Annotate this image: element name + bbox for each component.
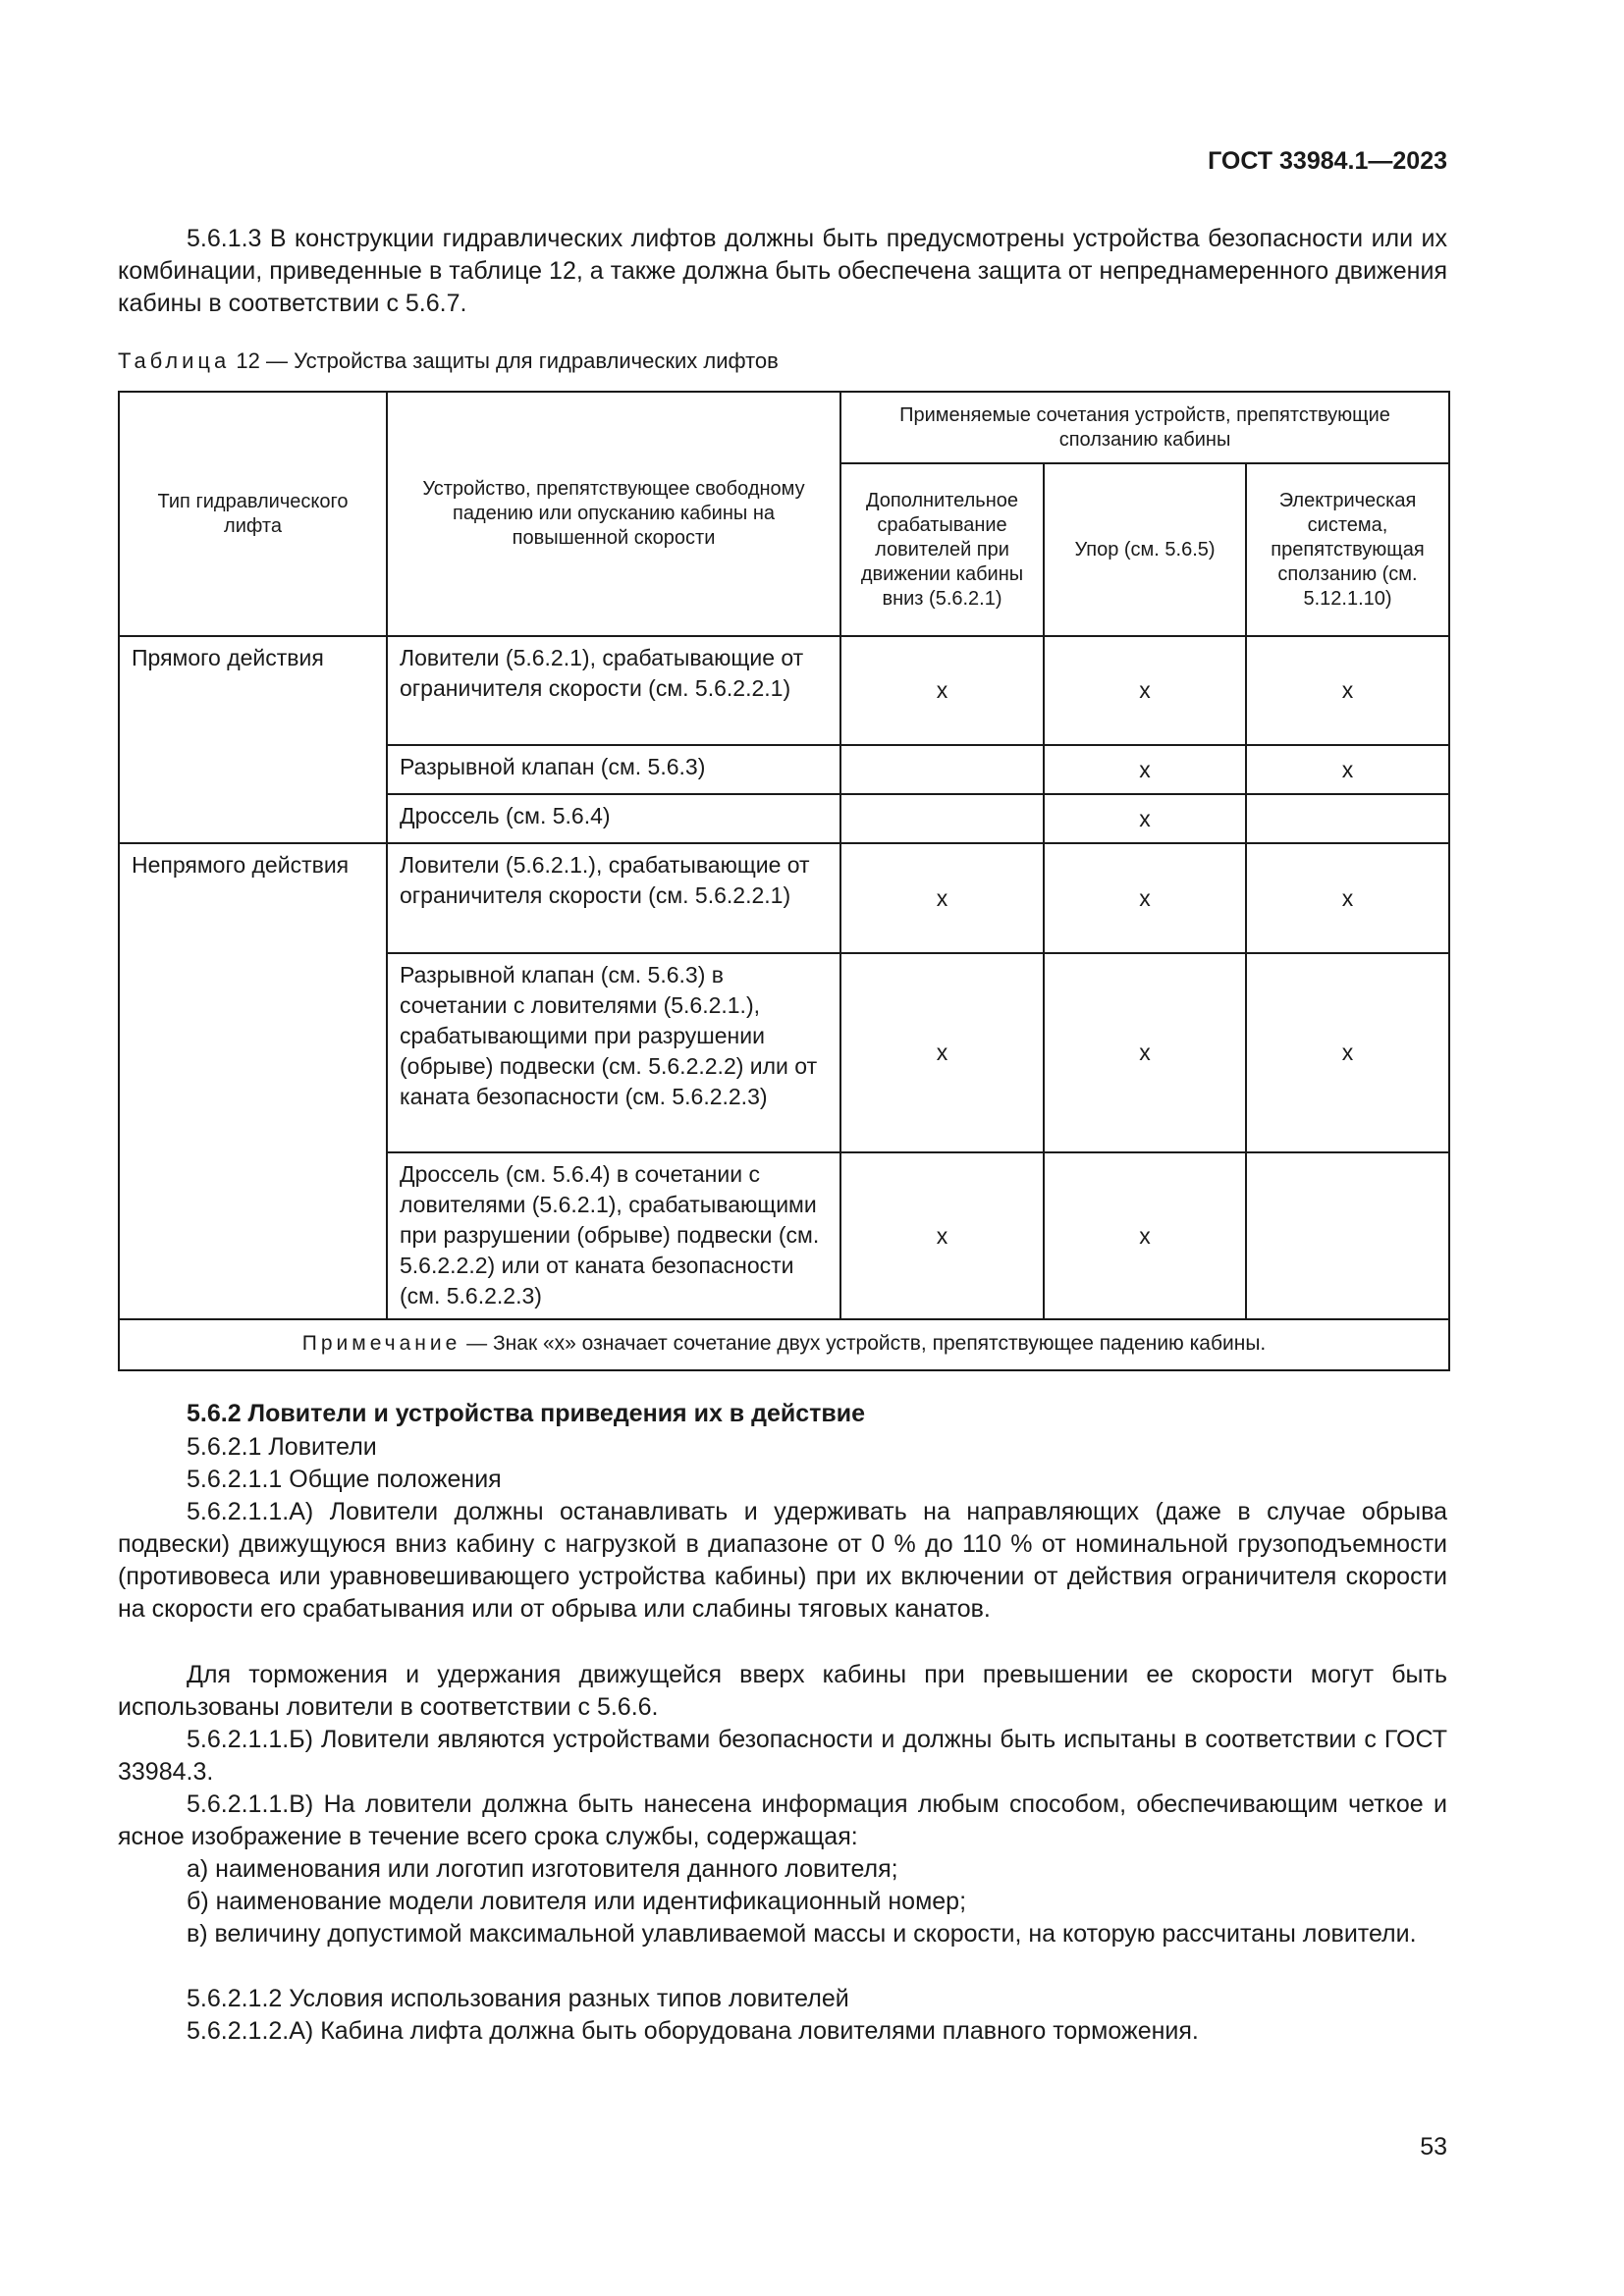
paragraph: 5.6.2.1.1.А) Ловители должны останавливать и удерживать на направляющих (даже в случае обрыва подвески) движущуюся вниз кабину с нагрузкой в диапазоне от 0 % до 110 % от номинальной грузоподъемности (противовеса или уравновешивающего устройства кабины) при их включении от действия ограничителя скорости на скорости его срабатывания или от обрыва или слабины тяговых канатов. xyxy=(118,1498,1447,1623)
document-number: ГОСТ 33984.1—2023 xyxy=(1208,147,1447,175)
paragraph: 5.6.2.1.2.А) Кабина лифта должна быть оборудована ловителями плавного торможения. xyxy=(187,2017,1199,2045)
table-note-row xyxy=(119,1319,1449,1370)
device-cell: Разрывной клапан (см. 5.6.3) xyxy=(387,745,840,794)
mark-cell: x xyxy=(840,1152,1044,1319)
mark-cell xyxy=(840,794,1044,843)
device-cell: Ловители (5.6.2.1.), срабатывающие от ограничителя скорости (см. 5.6.2.2.1) xyxy=(387,843,840,953)
paragraph: 5.6.2.1.1.В) На ловители должна быть нанесена информация любым способом, обеспечивающим четкое и ясное изображение в течение всего срока службы, содержащая: xyxy=(118,1790,1447,1850)
table-note xyxy=(119,1319,1449,1370)
header-combinations: Применяемые сочетания устройств, препятствующие сползанию кабины xyxy=(840,392,1449,463)
note-label: Примечание xyxy=(301,1332,461,1355)
list-item: б) наименование модели ловителя или идентификационный номер; xyxy=(187,1888,967,1915)
mark-cell: x xyxy=(840,843,1044,953)
mark-cell: x xyxy=(1044,636,1246,745)
device-cell: Дроссель (см. 5.6.4) в сочетании с ловителями (5.6.2.1), срабатывающими при разрушении (обрыве) подвески (см. 5.6.2.2.2) или от каната безопасности (см. 5.6.2.2.3) xyxy=(387,1152,840,1319)
device-cell: Ловители (5.6.2.1), срабатывающие от ограничителя скорости (см. 5.6.2.2.1) xyxy=(387,636,840,745)
mark-cell: x xyxy=(1044,794,1246,843)
device-cell: Дроссель (см. 5.6.4) xyxy=(387,794,840,843)
table-row xyxy=(119,843,1449,953)
mark-cell: x xyxy=(1246,953,1449,1152)
mark-cell: x xyxy=(1044,1152,1246,1319)
note-text: — Знак «х» означает сочетание двух устройств, препятствующее падению кабины. xyxy=(466,1332,1267,1355)
paragraph: 5.6.2.1 Ловители xyxy=(187,1433,377,1461)
mark-cell: x xyxy=(1246,745,1449,794)
header-electric-anti-creep: Электрическая система, препятствующая сползанию (см. 5.12.1.10) xyxy=(1246,463,1449,636)
type-direct: Прямого действия xyxy=(119,636,387,843)
paragraph: Для торможения и удержания движущейся вверх кабины при превышении ее скорости могут быть использованы ловители в соответствии с 5.6.6. xyxy=(118,1661,1447,1721)
mark-cell xyxy=(840,745,1044,794)
paragraph: 5.6.2.1.1.Б) Ловители являются устройствами безопасности и должны быть испытаны в соответствии с ГОСТ 33984.3. xyxy=(118,1726,1447,1786)
protection-devices-table xyxy=(118,391,1450,1371)
list-item: в) величину допустимой максимальной улавливаемой массы и скорости, на которую рассчитаны ловители. xyxy=(187,1920,1417,1948)
paragraph: 5.6.2.1.1 Общие положения xyxy=(187,1466,502,1493)
list-item: а) наименования или логотип изготовителя данного ловителя; xyxy=(187,1855,898,1883)
page-number: 53 xyxy=(1420,2133,1447,2161)
mark-cell xyxy=(1246,1152,1449,1319)
mark-cell: x xyxy=(1246,636,1449,745)
mark-cell: x xyxy=(1044,843,1246,953)
mark-cell: x xyxy=(1044,745,1246,794)
type-indirect: Непрямого действия xyxy=(119,843,387,1319)
mark-cell xyxy=(1246,794,1449,843)
table-caption-text: 12 — Устройства защиты для гидравлических лифтов xyxy=(236,348,779,373)
mark-cell: x xyxy=(1246,843,1449,953)
header-additional-safety-gear: Дополнительное срабатывание ловителей при движении кабины вниз (5.6.2.1) xyxy=(840,463,1044,636)
section-heading: 5.6.2 Ловители и устройства приведения их в действие xyxy=(187,1400,866,1427)
header-stop: Упор (см. 5.6.5) xyxy=(1044,463,1246,636)
table-caption-label: Таблица xyxy=(118,348,231,373)
paragraph: 5.6.2.1.2 Условия использования разных типов ловителей xyxy=(187,1985,849,2012)
table-row xyxy=(119,636,1449,745)
mark-cell: x xyxy=(840,636,1044,745)
header-device: Устройство, препятствующее свободному падению или опусканию кабины на повышенной скорости xyxy=(387,392,840,636)
mark-cell: x xyxy=(1044,953,1246,1152)
table-caption xyxy=(118,348,779,374)
mark-cell: x xyxy=(840,953,1044,1152)
header-type: Тип гидравлического лифта xyxy=(119,392,387,636)
intro-paragraph: 5.6.1.3 В конструкции гидравлических лифтов должны быть предусмотрены устройства безопасности или их комбинации, приведенные в таблице 12, а также должна быть обеспечена защита от непреднамеренного движения кабины в соответствии с 5.6.7. xyxy=(118,225,1447,317)
device-cell: Разрывной клапан (см. 5.6.3) в сочетании с ловителями (5.6.2.1.), срабатывающими при разрушении (обрыве) подвески (см. 5.6.2.2.2) или от каната безопасности (см. 5.6.2.2.3) xyxy=(387,953,840,1152)
